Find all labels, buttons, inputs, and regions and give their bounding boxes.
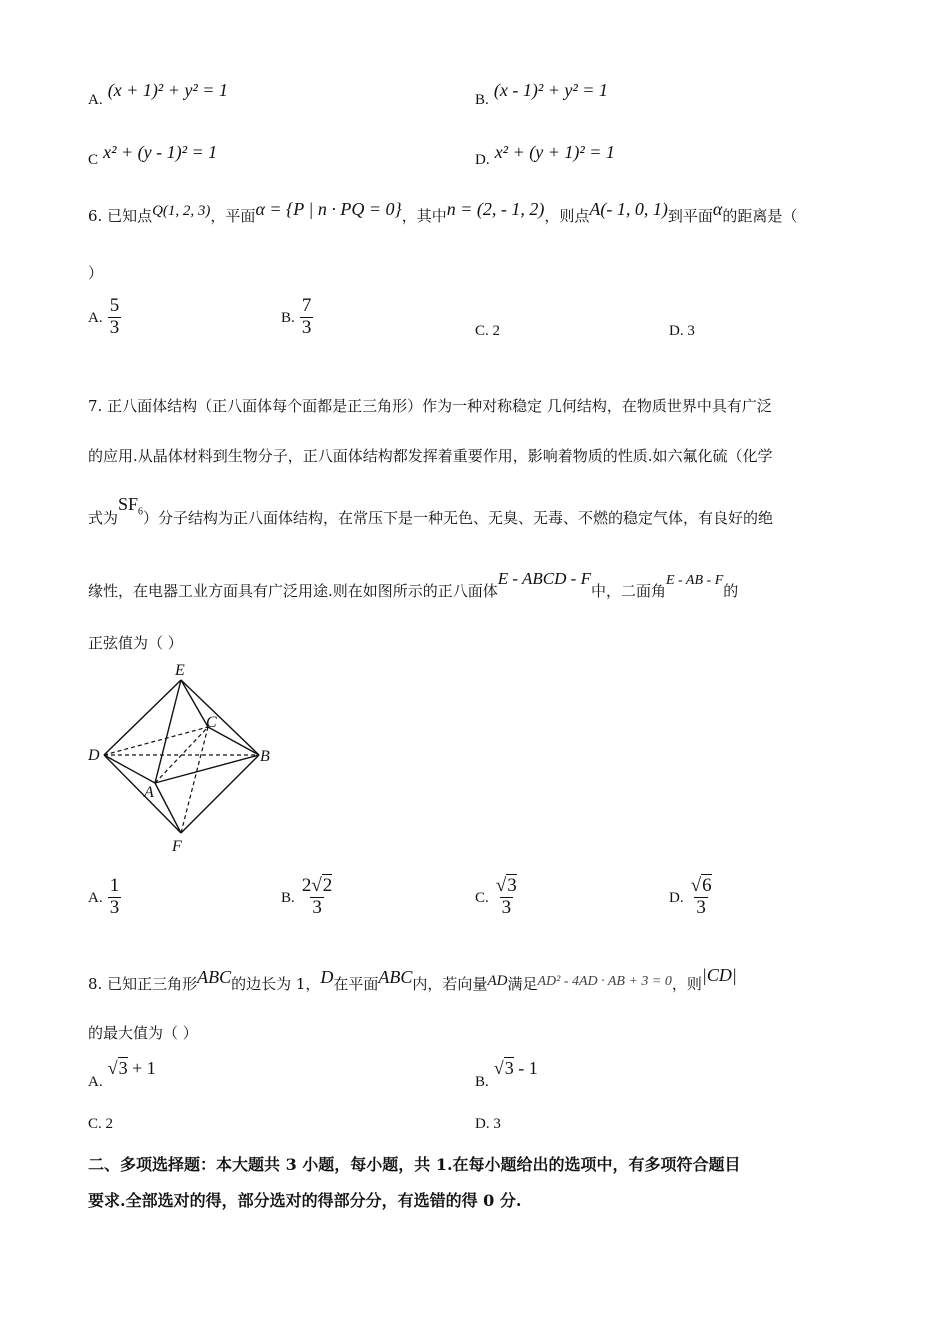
label-e: E [175, 662, 185, 679]
edge-dc-hidden [104, 727, 208, 755]
fraction: $\frac{5}{3}$ [109, 295, 120, 338]
octahedron-figure [80, 655, 280, 860]
q6-option-d: D. 3 [669, 323, 695, 339]
q6-option-a: A. $\frac{5}{3}$ [88, 295, 120, 338]
q7-option-b: B. $\frac{2√2}{3}$ [281, 875, 333, 918]
q6-stem-end: ） [88, 264, 104, 282]
edge-eb [181, 680, 259, 755]
label-f: F [172, 838, 182, 855]
label-c: C [206, 714, 217, 731]
q7-line2: 的应用.从晶体材料到生物分子，正八面体结构都发挥着重要作用，影响着物质的性质.如六氟化硫（化学 [88, 447, 773, 465]
fraction: $\frac{1}{3}$ [109, 875, 120, 918]
q8-stem-end: 的最大值为（ ） [88, 1024, 198, 1042]
edge-ec [181, 680, 208, 727]
label-b: B [260, 748, 270, 765]
q7-option-c: C. $\frac{√3}{3}$ [475, 875, 517, 918]
q8-option-a: A. √3 + 1 [88, 1058, 156, 1090]
edge-da [104, 755, 155, 783]
edge-df [104, 755, 181, 833]
q5-option-c: C x² + (y - 1)² = 1 [88, 142, 218, 168]
fraction: $\frac{7}{3}$ [301, 295, 312, 338]
q5-option-a: A. (x + 1)² + y² = 1 [88, 80, 228, 108]
q8-stem: 8. 已知正三角形ABC的边长为 1，D在平面ABC内，若向量AD满足AD² - 4AD · AB + 3 = 0，则|CD| [88, 965, 737, 993]
edge-bf [181, 755, 259, 833]
q6-option-b: B. $\frac{7}{3}$ [281, 295, 312, 338]
edge-ed [104, 680, 181, 755]
q6-option-c: C. 2 [475, 323, 501, 339]
edge-cf-hidden [181, 727, 208, 833]
q7-line4: 缘性，在电器工业方面具有广泛用途.则在如图所示的正八面体E - ABCD - F中，二面角E - AB - F的 [88, 569, 739, 600]
q7-line1: 7. 正八面体结构（正八面体每个面都是正三角形）作为一种对称稳定 几何结构，在物质世界中具有广泛 [88, 397, 772, 415]
q6-stem: 6. 已知点Q(1, 2, 3)，平面α = {P | n · PQ = 0}，其中n = (2, - 1, 2)，则点A(- 1, 0, 1)到平面α的距离是（ [88, 199, 798, 225]
label-d: D [88, 747, 100, 764]
edge-ea [155, 680, 181, 783]
fraction: $\frac{√3}{3}$ [495, 875, 517, 918]
q7-option-a: A. $\frac{1}{3}$ [88, 875, 120, 918]
edge-af [155, 783, 181, 833]
fraction: $\frac{√6}{3}$ [690, 875, 712, 918]
q7-option-d: D. $\frac{√6}{3}$ [669, 875, 712, 918]
q5-option-b: B. (x - 1)² + y² = 1 [475, 80, 608, 108]
q8-option-d: D. 3 [475, 1116, 501, 1132]
q8-option-b: B. √3 - 1 [475, 1058, 538, 1090]
q5-option-d: D. x² + (y + 1)² = 1 [475, 142, 615, 168]
section2-heading-line2: 要求.全部选对的得，部分选对的得部分分，有选错的得 0 分. [88, 1191, 522, 1210]
label-a: A [144, 784, 154, 801]
q8-option-c: C. 2 [88, 1116, 114, 1132]
q7-line5: 正弦值为（ ） [88, 634, 183, 652]
sf6-formula: $SF_6$ [118, 494, 144, 518]
section2-heading-line1: 二、多项选择题：本大题共 3 小题，每小题，共 1.在每小题给出的选项中，有多项符合题目 [88, 1155, 741, 1174]
edge-ab [155, 755, 259, 783]
fraction: $\frac{2√2}{3}$ [301, 875, 333, 918]
q7-line3: 式为$SF_6$）分子结构为正八面体结构，在常压下是一种无色、无臭、无毒、不燃的稳定气体，有良好的绝 [88, 494, 774, 527]
